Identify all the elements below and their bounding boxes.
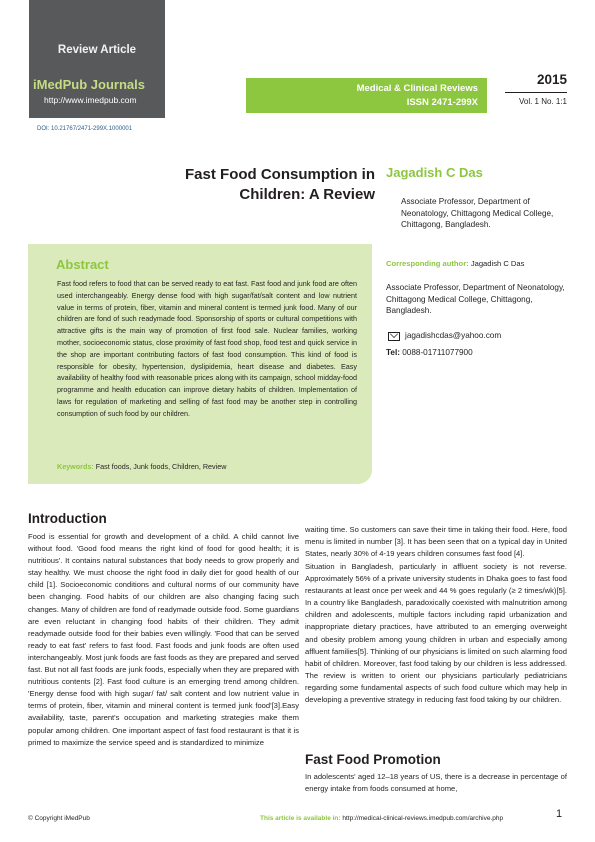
telephone-number: 0088-01711077900 [402,348,473,357]
keywords [57,462,357,471]
article-title [170,165,375,205]
volume-info: Vol. 1 No. 1:1 [518,97,567,106]
abstract-text: Fast food refers to food that can be served ready to eat fast. Fast food and junk food are often used interchangeably. Energy dense food with high sugar/fat/salt content and low nutrient value in terms of protein, fiber, vitamin and mineral content is termed junk food. Many of our children are fond of such readymade food. Sponsorship of sports or cultural competitions with attractive gifts is the main way of promotion of first food sale. Nuclear families, working mother, socioeconomic status, close proximity of fast food shop, food test and quick service in the shop are important contributing factors of fast food consumption. This kind of food is responsible for obesity, hypertension, dyslipidemia, heart disease and diabetes. Easy availability of healthy food with reasonable prices along with its campaign, school midday-food programme and health education can improve dietary habits of children. Implementation of laws for regulation of marketing and selling of fast food may be another step in controlling consumption of such food by our children. [57,279,357,418]
introduction-text: Food is essential for growth and development of a child. A child cannot live without food. 'Good food means the right kind of food for good health; it is nutritious'. It contains natural substances that body needs to grow properly and stay healthy. We must choose the right food in daily diet for good health of our child [1]. Socioeconomic conditions and cultural norms of our community have been changing. Food habits of our children are also changing facing such changes. Many of children are fond of readymade outside food. Some guardians are even reluctant in changing food habits of their children. They admit readymade outside food for their babies even willingly. 'Food that can be served ready to eat fast' refers to fast food. Fast foods and junk foods are often used interchangeably. Most junk foods are fast foods as they are prepared and served fast. But not all fast foods are junk foods, especially when they are prepared with nutritious contents [2]. Fast food culture is an emerging trend among children. 'Energy dense food with high sugar/ fat/ salt content and low nutrient value in terms of protein, fiber, vitamin and mineral content is termed junk food'[3].Easy availability, taste, parent's occupation and marketing strategies make them popular among children. One important aspect of fast food restaurant is that it is primed to maximize the service speed and is standardized to minimize [28,532,299,747]
body-paragraph: waiting time. So customers can save their time in taking their food. Here, food menu is limited in number [3]. It has been seen that on a typical day in United States, nearly 30% of 4-19 years children consumes fast food [4]. [305,525,567,559]
footer-archive-link[interactable]: http://medical-clinical-reviews.imedpub.com/archive.php [342,815,504,822]
body-paragraph: Situation in Bangladesh, particularly in affluent society is not reverse. Approximately 56% of a private university students in Dhaka goes to fast food restaurants at least once per week and 44 % goes regularly (≥ 2 times/wk)[5]. In a country like Bangladesh, paradoxically coexisted with malnutrition among children and adolescents, multiple factors including rapid urbanization and inappropriate dietary practices, have attributed to an emerging overweight and obesity problem among young children in urban and especially among affluent families[5]. Thinking of our physicians is limited on such alarming food habit of children. Moreover, fast food taking by our children is less addressed. The review is written to orient our physicians particularly pediatricians regarding some fundamental aspects of such food culture which may help in developing a preventive strategy in reducing fast food taking by our children. [305,562,567,705]
year-divider [505,92,567,93]
footer-availability [260,815,503,822]
corresponding-author-label: Corresponding author: [386,259,469,268]
telephone-label: Tel: [386,348,400,357]
journal-name: Medical & Clinical Reviews [356,83,478,94]
keywords-label: Keywords: [57,462,94,471]
keywords-list: Fast foods, Junk foods, Children, Review [95,462,227,471]
introduction-heading: Introduction [28,511,107,526]
footer-copyright: © Copyright iMedPub [28,815,90,822]
publisher-url[interactable]: http://www.imedpub.com [44,95,137,105]
corresponding-author-name: Jagadish C Das [470,259,525,268]
title-line-1: Fast Food Consumption in [185,166,375,183]
email-icon [388,332,400,341]
page-number: 1 [556,808,563,820]
email-link[interactable]: jagadishcdas@yahoo.com [405,331,502,340]
article-type: Review Article [57,44,137,56]
footer-available-label: This article is available in: [260,815,341,822]
doi-link[interactable]: DOI: 10.21767/2471-299X.1000001 [37,126,133,132]
author-name: Jagadish C Das [386,165,483,180]
publisher-brand: iMedPub Journals [33,77,145,92]
fast-food-promotion-heading: Fast Food Promotion [305,752,441,767]
telephone [386,348,473,357]
title-line-2: Children: A Review [239,186,375,203]
fast-food-promotion-text: In adolescents' aged 12–18 years of US, there is a decrease in percentage of energy intake from foods consumed at home, [305,772,567,794]
journal-issn: ISSN 2471-299X [406,97,478,108]
publication-year: 2015 [536,72,567,87]
abstract-heading: Abstract [56,257,109,272]
corresponding-author [386,259,576,268]
corresponding-affiliation: Associate Professor, Department of Neonatology, Chittagong Medical College, Chittagong, Bangladesh. [386,283,565,315]
author-affiliation: Associate Professor, Department of Neonatology, Chittagong Medical College, Chittagong, Bangladesh. [401,197,554,229]
